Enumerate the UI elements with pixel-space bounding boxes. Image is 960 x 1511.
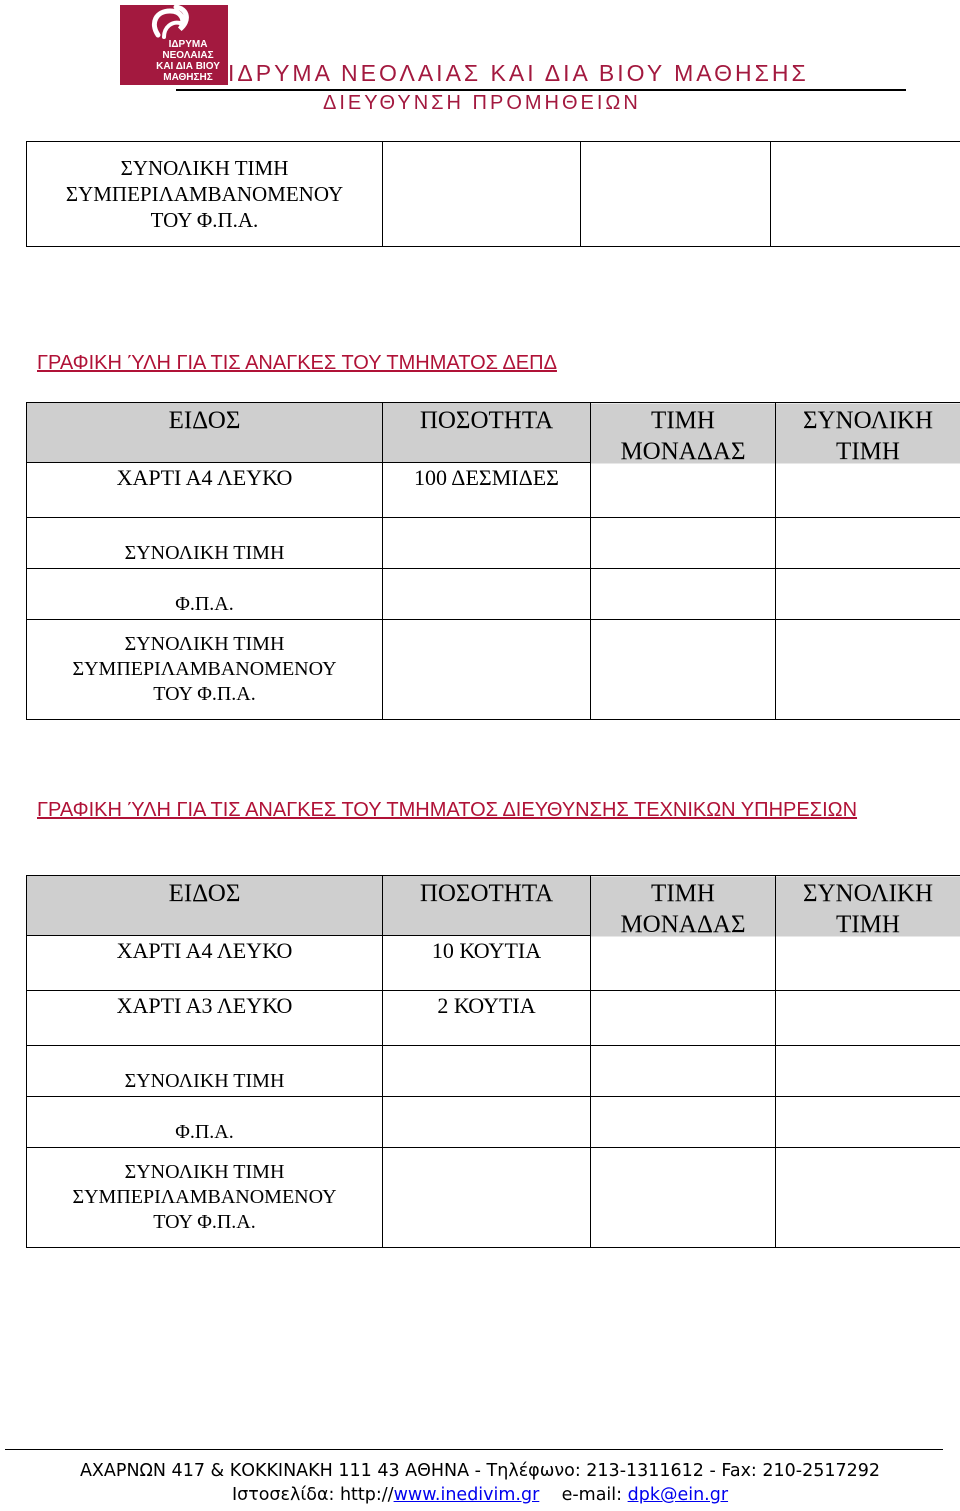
organization-logo — [120, 5, 228, 85]
value-cell[interactable] — [776, 991, 960, 1046]
item-quantity: 100 ΔΕΣΜΙΔΕΣ — [383, 463, 591, 518]
value-cell[interactable] — [591, 1148, 776, 1248]
value-cell[interactable] — [591, 569, 776, 620]
value-cell[interactable] — [581, 142, 771, 247]
value-cell[interactable] — [776, 1097, 960, 1148]
value-cell[interactable] — [383, 569, 591, 620]
column-header-quantity: ΠΟΣΟΤΗΤΑ — [383, 876, 591, 936]
section1-table — [26, 402, 960, 720]
website-link[interactable]: www.inedivim.gr — [393, 1485, 540, 1505]
value-cell[interactable] — [383, 620, 591, 720]
value-cell[interactable] — [383, 1148, 591, 1248]
organization-title: ΙΔΡΥΜΑ ΝΕΟΛΑΙΑΣ ΚΑΙ ΔΙΑ ΒΙΟΥ ΜΑΘΗΣΗΣ — [228, 60, 809, 86]
value-cell[interactable] — [591, 1097, 776, 1148]
column-header-total-price: ΣΥΝΟΛΙΚΗ ΤΙΜΗ — [776, 876, 960, 991]
value-cell[interactable] — [591, 620, 776, 720]
value-cell[interactable] — [591, 1046, 776, 1097]
total-incl-vat-label: ΣΥΝΟΛΙΚΗ ΤΙΜΗ ΣΥΜΠΕΡΙΛΑΜΒΑΝΟΜΕΝΟΥ ΤΟΥ Φ.Π.Α. — [27, 142, 383, 247]
total-price-label: ΣΥΝΟΛΙΚΗ ΤΙΜΗ — [27, 518, 383, 569]
item-quantity: 10 ΚΟΥΤΙΑ — [383, 936, 591, 991]
footer-contact — [0, 1485, 960, 1505]
website-label: Ιστοσελίδα: http:// — [231, 1485, 394, 1505]
section-title: ΓΡΑΦΙΚΗ ΎΛΗ ΓΙΑ ΤΙΣ ΑΝΑΓΚΕΣ ΤΟΥ ΤΜΗΜΑΤΟΣ ΔΕΠΔ — [37, 352, 557, 374]
value-cell[interactable] — [776, 620, 960, 720]
department-subtitle: ΔΙΕΥΘΥΝΣΗ ΠΡΟΜΗΘΕΙΩΝ — [323, 92, 641, 114]
item-name: ΧΑΡΤΙ Α3 ΛΕΥΚΟ — [27, 991, 383, 1046]
logo-emblem-icon — [120, 5, 228, 39]
value-cell[interactable] — [771, 142, 960, 247]
email-label: e-mail: — [561, 1485, 628, 1505]
total-incl-vat-label: ΣΥΝΟΛΙΚΗ ΤΙΜΗ ΣΥΜΠΕΡΙΛΑΜΒΑΝΟΜΕΝΟΥ ΤΟΥ Φ.Π.Α. — [27, 620, 383, 720]
column-header-item: ΕΙΔΟΣ — [27, 403, 383, 463]
footer-divider — [5, 1449, 943, 1450]
item-name: ΧΑΡΤΙ Α4 ΛΕΥΚΟ — [27, 463, 383, 518]
column-header-item: ΕΙΔΟΣ — [27, 876, 383, 936]
value-cell[interactable] — [383, 1097, 591, 1148]
total-incl-vat-label: ΣΥΝΟΛΙΚΗ ΤΙΜΗ ΣΥΜΠΕΡΙΛΑΜΒΑΝΟΜΕΝΟΥ ΤΟΥ Φ.Π.Α. — [27, 1148, 383, 1248]
total-price-label: ΣΥΝΟΛΙΚΗ ΤΙΜΗ — [27, 1046, 383, 1097]
email-link[interactable]: dpk@ein.gr — [627, 1485, 729, 1505]
footer-address: ΑΧΑΡΝΩΝ 417 & ΚΟΚΚΙΝΑΚΗ 111 43 ΑΘΗΝΑ - Τηλέφωνο: 213-1311612 - Fax: 210-2517292 — [79, 1461, 881, 1481]
value-cell[interactable] — [776, 569, 960, 620]
column-header-total-price: ΣΥΝΟΛΙΚΗ ΤΙΜΗ — [776, 403, 960, 518]
item-quantity: 2 ΚΟΥΤΙΑ — [383, 991, 591, 1046]
value-cell[interactable] — [383, 142, 581, 247]
value-cell[interactable] — [591, 991, 776, 1046]
column-header-unit-price: ΤΙΜΗ ΜΟΝΑΔΑΣ — [591, 403, 776, 518]
value-cell[interactable] — [776, 518, 960, 569]
logo-line: ΜΑΘΗΣΗΣ — [163, 72, 213, 83]
value-cell[interactable] — [383, 518, 591, 569]
value-cell[interactable] — [776, 1046, 960, 1097]
section2-table — [26, 875, 960, 1248]
value-cell[interactable] — [591, 518, 776, 569]
item-name: ΧΑΡΤΙ Α4 ΛΕΥΚΟ — [27, 936, 383, 991]
logo-line: ΝΕΟΛΑΙΑΣ — [162, 50, 214, 61]
logo-line: ΙΔΡΥΜΑ — [168, 39, 208, 50]
top-total-table — [26, 141, 960, 247]
column-header-unit-price: ΤΙΜΗ ΜΟΝΑΔΑΣ — [591, 876, 776, 991]
value-cell[interactable] — [776, 1148, 960, 1248]
header-divider — [176, 89, 906, 91]
vat-label: Φ.Π.Α. — [27, 1097, 383, 1148]
section-title: ΓΡΑΦΙΚΗ ΎΛΗ ΓΙΑ ΤΙΣ ΑΝΑΓΚΕΣ ΤΟΥ ΤΜΗΜΑΤΟΣ ΔΙΕΥΘΥΝΣΗΣ ΤΕΧΝΙΚΩΝ ΥΠΗΡΕΣΙΩΝ — [37, 799, 858, 821]
column-header-quantity: ΠΟΣΟΤΗΤΑ — [383, 403, 591, 463]
value-cell[interactable] — [383, 1046, 591, 1097]
logo-line: ΚΑΙ ΔΙΑ ΒΙΟΥ — [156, 61, 220, 72]
vat-label: Φ.Π.Α. — [27, 569, 383, 620]
